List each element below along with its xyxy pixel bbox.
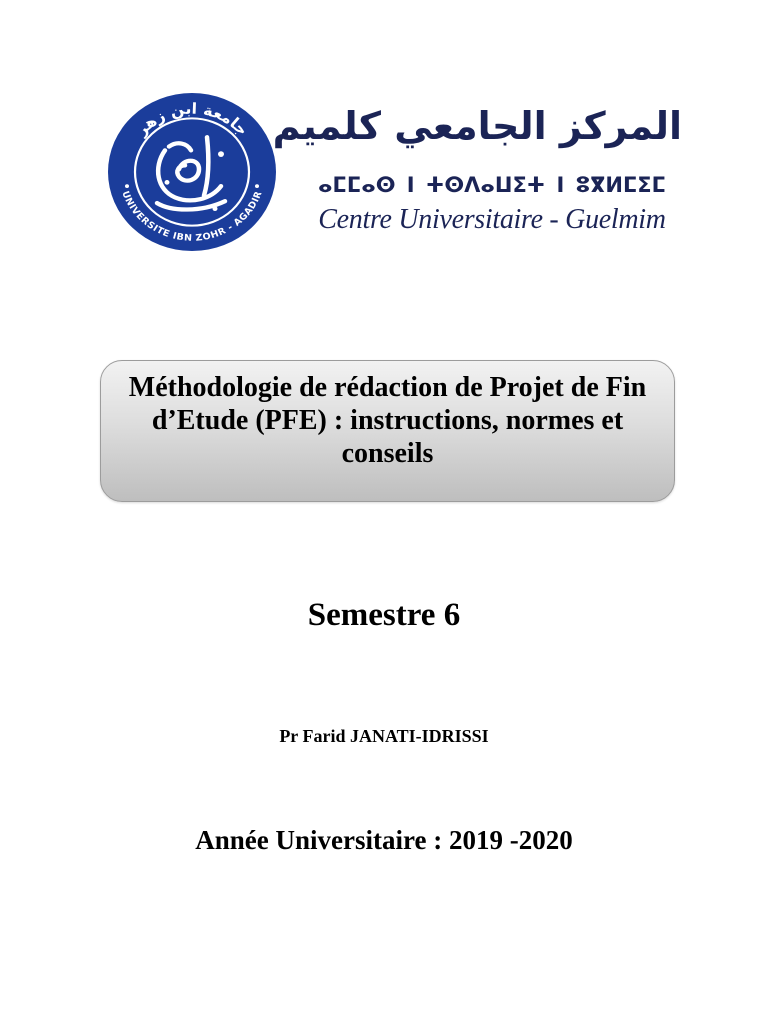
logo-latin-ring-text: UNIVERSITE IBN ZOHR - AGADIR [119, 189, 265, 244]
institution-name-arabic: المركز الجامعي كلميم [272, 104, 682, 148]
document-title: Méthodologie de rédaction de Projet de Fin d’Etude (PFE) : instructions, normes et conseils [128, 372, 647, 469]
logo-arabic-ring-text: جامعة ابن زهر [131, 100, 252, 139]
academic-year: Année Universitaire : 2019 -2020 [195, 825, 573, 855]
author-name: Pr Farid JANATI-IDRISSI [279, 726, 489, 746]
university-logo [107, 92, 277, 252]
logo-separator-dot [255, 184, 259, 188]
title-box [100, 360, 675, 502]
semester-label: Semestre 6 [307, 597, 461, 633]
logo-separator-dot [125, 184, 129, 188]
institution-name-latin: Centre Universitaire - Guelmim [318, 204, 666, 235]
institution-name-tifinagh: ⴰⵎⵎⴰⵙ ⵏ ⵜⵙⴷⴰⵡⵉⵜ ⵏ ⵓⴳⵍⵎⵉⵎ [317, 173, 666, 197]
